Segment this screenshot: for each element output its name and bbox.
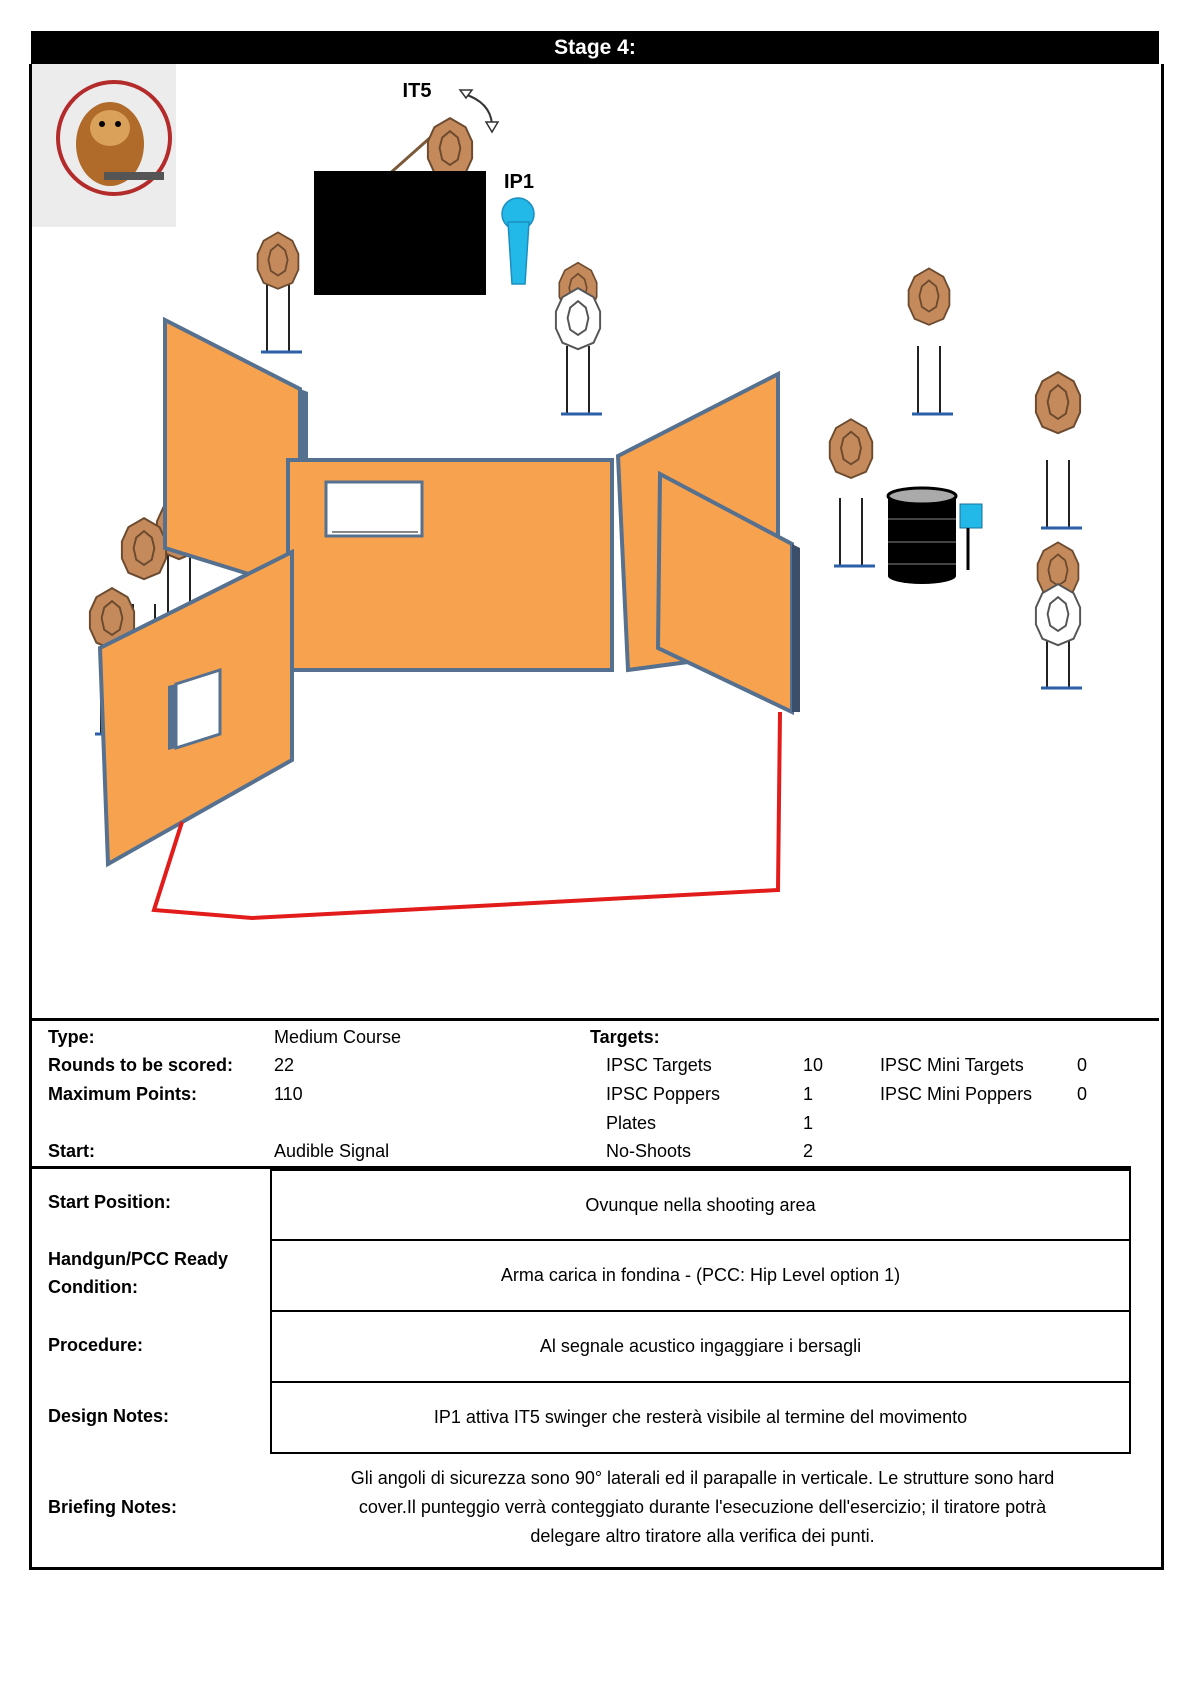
popper-ip1	[502, 198, 534, 284]
steel-plate	[960, 504, 982, 570]
target-type-name: No-Shoots	[606, 1141, 692, 1161]
start-position-label: Start Position:	[48, 1192, 172, 1212]
type-value: Medium Course	[274, 1027, 402, 1047]
target-type-name: Plates	[606, 1113, 657, 1133]
target-center-with-noshoot	[556, 263, 602, 414]
design-notes-box	[270, 1381, 1131, 1454]
procedure-label: Procedure:	[48, 1335, 144, 1355]
type-label: Type:	[48, 1027, 95, 1047]
briefing-line: delegare altro tiratore alla verifica dei punti.	[530, 1526, 875, 1546]
start-label: Start:	[48, 1141, 96, 1161]
swinger-label: IT5	[402, 80, 432, 102]
target-left-back	[258, 232, 302, 352]
briefing-notes-text	[280, 1464, 1125, 1551]
target-type-name: IPSC Poppers	[606, 1084, 721, 1104]
target-type-count: 10	[803, 1055, 824, 1075]
mini-target-count: 0	[1077, 1084, 1088, 1104]
start-position-value: Ovunque nella shooting area	[585, 1194, 816, 1215]
briefing-line: cover.Il punteggio verrà conteggiato durante l'esecuzione dell'esercizio; il tiratore potrà	[358, 1497, 1047, 1517]
barrel-stack	[888, 488, 956, 584]
stage-title: Stage 4:	[31, 31, 1159, 64]
design-notes-value: IP1 attiva IT5 swinger che resterà visibile al termine del movimento	[433, 1407, 968, 1427]
section-divider	[31, 1018, 1159, 1021]
target-right-middle	[830, 419, 875, 566]
stage-diagram	[32, 64, 1158, 1022]
target-type-count: 2	[803, 1141, 814, 1161]
mini-target-count: 0	[1077, 1055, 1088, 1075]
mini-target-name: IPSC Mini Poppers	[880, 1084, 1033, 1104]
ready-condition-label-line2: Condition:	[48, 1277, 138, 1297]
procedure-box	[270, 1310, 1131, 1383]
wall-center	[288, 460, 612, 670]
rounds-value: 22	[274, 1055, 295, 1075]
procedure-value: Al segnale acustico ingaggiare i bersagli	[539, 1336, 862, 1356]
rounds-label: Rounds to be scored:	[48, 1055, 234, 1075]
design-notes-label: Design Notes:	[48, 1406, 170, 1426]
club-logo	[32, 64, 176, 227]
target-type-count: 1	[803, 1113, 814, 1133]
points-value: 110	[274, 1084, 303, 1104]
start-value: Audible Signal	[274, 1141, 390, 1161]
briefing-line: Gli angoli di sicurezza sono 90° laterali ed il parapalle in verticale. Le strutture sono hard	[350, 1468, 1055, 1488]
mini-target-name: IPSC Mini Targets	[880, 1055, 1024, 1075]
target-far-right	[1036, 372, 1082, 528]
ready-condition-box	[270, 1239, 1131, 1312]
start-position-box	[270, 1169, 1131, 1241]
briefing-notes-label: Briefing Notes:	[48, 1497, 178, 1517]
targets-label: Targets:	[590, 1027, 660, 1047]
target-type-count: 1	[803, 1084, 814, 1104]
target-right-back	[909, 268, 953, 414]
points-label: Maximum Points:	[48, 1084, 198, 1104]
swinger-target-it5	[386, 90, 498, 180]
ready-condition-value: Arma carica in fondina - (PCC: Hip Level option 1)	[500, 1265, 901, 1285]
target-far-right-with-noshoot	[1036, 542, 1082, 688]
target-type-name: IPSC Targets	[606, 1055, 712, 1075]
black-barrier	[314, 171, 486, 295]
activator-label: IP1	[503, 171, 535, 193]
ready-condition-label: Handgun/PCC Ready	[48, 1249, 229, 1269]
